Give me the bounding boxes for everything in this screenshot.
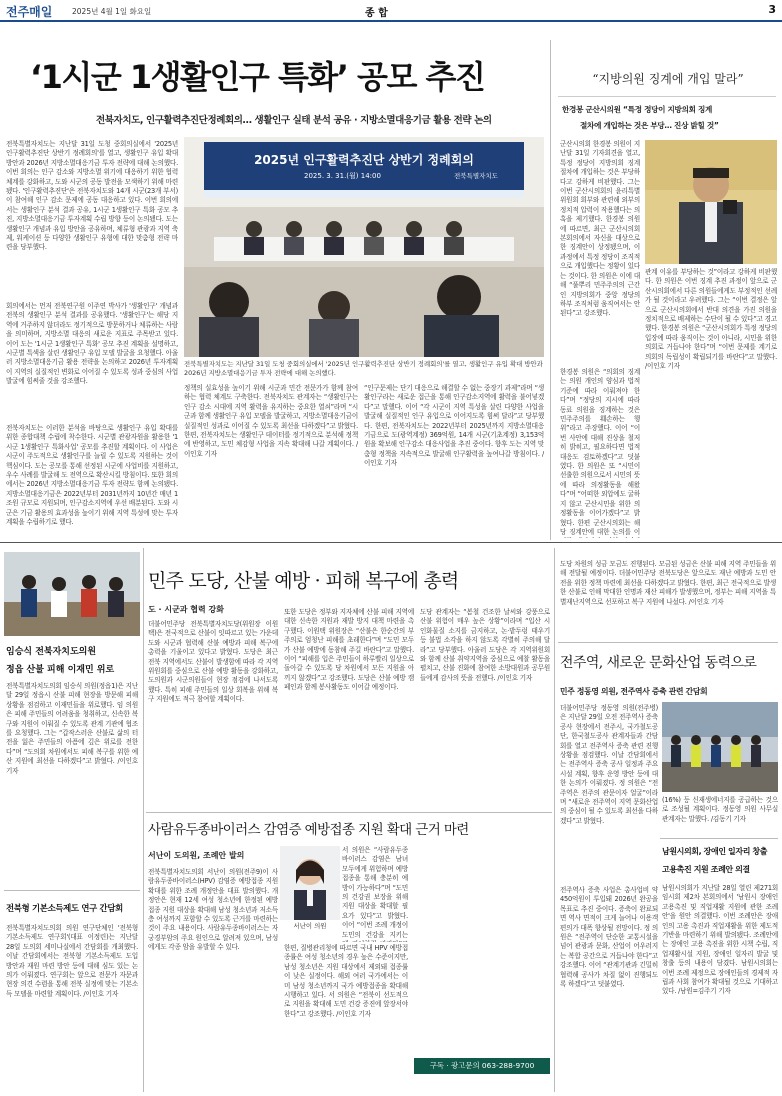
main-subhead: 전북자치도, 인구활력추진단정례회의… 생활인구 실태 분석 공유 · 지방소멸대응기금 활용 전략 논의 xyxy=(96,115,492,126)
main-article-col1: 전북특별자치도는 지난달 31일 도청 중회의실에서 '2025년 인구활력추진단 상반기 정례회의'를 열고, 생활인구 유입 확대 방안과 2026년 지방소멸대응기금 투자 전략에 대해 논의했다. 이번 회의는 인구 감소와 지방소멸 위기에 대응하기 위한 협력 체계를 강화하고, 도와 시군의 공동 발전을 모색하기 위해 마련됐다. '인구활력추진단'은 전북자치도와 14개 시군(23개 부서)이 참여해 인구 감소 문제에 공동 대응하고 있다. 이번 회의에서는 생활인구 분석 결과 공유, 1시군 1생활인구 특화 공모 추진, 지방소멸대응기금 투자계획 수립 방향 등이 논의됐다. 도는 생활인구 개념과 유입 방안을 공유하며, 체류형 관광과 지역 축제, 워케이션 등 다양한 생활인구 유형에 대한 맞춤형 전략 마련을 당부했다. xyxy=(6,140,178,252)
inspection-photo xyxy=(4,552,140,636)
section2-subhead: 도 · 시군과 협력 강화 xyxy=(148,605,225,614)
section2-col4: 도당 차원의 성금 모금도 진행된다. 모금된 성금은 산불 피해 지역 주민들을 위해 전달될 예정이다. 더불어민주당 전북도당은 앞으로도 재난 예방과 도민 안전을 위한 정책 마련에 최선을 다하겠다고 밝혔다. 한편, 최근 전국적으로 발생한 산불로 인해 막대한 인명과 재산 피해가 발생했으며, 정부는 피해 지역을 특별재난지역으로 선포하고 복구 지원에 나섰다. /이인호 기자 xyxy=(560,560,776,606)
photo-banner-title: 2025년 인구활력추진단 상반기 정례회의 xyxy=(254,153,474,167)
main-article-col5: “인구문제는 단기 대응으로 해결할 수 없는 중장기 과제”라며 “생활인구라는 새로운 접근을 통해 인구감소지역에 활력을 불어넣겠다”고 말했다. 이어 “각 시군이 지역 특성을 살린 다양한 사업을 발굴해 실질적인 인구 유입으로 이어지도록 힘써 달라”고 당부했다. 한편, 전북자치도는 2022년부터 2025년까지 지방소멸대응기금으로 도(광역계정) 369억원, 14개 시군(기초계정) 3,153억원을 확보해 인구감소 대응사업을 추진 중이다. 향후 도는 지역 맞춤형 정책을 지속적으로 발굴해 인구활력을 높여나갈 방침이다. /이인호 기자 xyxy=(364,384,544,468)
opinion-quote-title: “지방의원 징계에 개입 말라” xyxy=(592,72,744,86)
paper-name: 전주매일 xyxy=(6,5,53,19)
main-article-col2: 회의에서는 먼저 전북연구원 이주연 박사가 '생활인구' 개념과 전북의 생활인구 분석 결과를 공유했다. '생활인구'는 해당 지역에 거주하지 않더라도 정기적으로 방문하거나 체류하는 사람을 의미하며, 지방소멸 대응의 새로운 지표로 주목받고 있다. 이어 도는 '1시군 1생활인구 특화' 공모 추진 계획을 설명하고, 시군별 특색을 살린 생활인구 유입 모델 발굴을 요청했다. 아울러 지방소멸대응기금 활용 전략을 논의하고 2026년 투자계획이 지역의 실질적인 변화로 이어질 수 있도록 성과 중심의 사업 발굴에 힘써줄 것을 강조했다. xyxy=(6,302,178,386)
section4-subhead: 민주 정동영 의원, 전주역사 증축 관련 간담회 xyxy=(560,687,708,696)
section3-col2: 서 의원은 “사람유두종바이러스 감염은 남녀 모두에게 위험하며 예방접종을 통해 충분히 예방이 가능하다”며 “도민의 건강권 보장을 위해 지원 대상을 확대할 필요가 있다”고 밝혔다. 이어 “이번 조례 개정이 도민의 건강을 지키는 xyxy=(342,846,408,939)
meeting-photo xyxy=(184,137,544,357)
left-headline-1: 임승식 전북자치도의원 xyxy=(6,647,97,657)
section4-headline-2: 남원시의회, 장애인 일자리 창출 xyxy=(662,847,768,856)
page-number: 3 xyxy=(768,3,776,16)
main-photo-caption: 전북특별자치도는 지난달 31일 도청 중회의실에서 '2025년 인구활력추진단 상반기 정례회의'를 열고, 생활인구 유입 확대 방안과 2026년 지방소멸대응기금 투자 전략에 대해 논의했다. xyxy=(184,360,543,377)
main-article-col4: 정책의 실효성을 높이기 위해 시군과 민간 전문가가 함께 참여하는 협력 체계도 구축한다. 전북자치도 관계자는 “생활인구는 인구 감소 시대에 지역 활력을 유지하는 중요한 열쇠”라며 “시군과 함께 생활인구 유입 모델을 발굴하고, 지방소멸대응기금이 실질적인 성과로 이어질 수 있도록 최선을 다하겠다”고 밝혔다. 한편, 전북자치도는 생활인구 데이터를 정기적으로 분석해 정책에 반영하고, 도민 체감형 사업을 지속 확대해 나갈 계획이다. /이인호 기자 xyxy=(184,384,358,458)
subscription-contact xyxy=(414,1058,550,1074)
section2-col1: 더불어민주당 전북특별자치도당(위원장 이원택)은 전국적으로 산불이 잇따르고 있는 가운데 도와 시군과 협력해 산불 예방과 피해 복구에 총력을 기울이고 있다고 밝혔다. 도당은 최근 전북 지역에서도 산불이 발생함에 따라 각 지역위원회를 중심으로 산불 예방 활동을 강화하고, 도의원과 시군의원들이 현장 점검에 나서도록 했다. 특히 피해 주민들의 일상 회복을 위해 복구 지원에도 적극 참여할 계획이다. xyxy=(148,620,278,704)
section4-col3: (16%) 등 신재생에너지를 공급하는 것으로 조성될 계획이다. 정동영 의원 사무실 관계자는 말했다. /김동기 기자 xyxy=(662,796,778,823)
section-name: 종 합 xyxy=(365,8,388,19)
left-subhead-1: 정읍 산불 피해 이재민 위로 xyxy=(6,665,115,675)
left-body-1: 전북특별자치도의회 임승식 의원(정읍1)은 지난달 29일 정읍시 산불 피해 현장을 방문해 피해 상황을 점검하고 이재민들을 위로했다. 임 의원은 피해 주민들의 어려움을 청취하고, 신속한 복구와 지원이 이뤄질 수 있도록 관계 기관에 협조를 요청했다. 그는 “갑작스러운 산불로 삶의 터전을 잃은 주민들의 아픔에 깊은 위로를 전한다”며 “도의회 차원에서도 피해 복구를 위한 예산 지원에 최선을 다하겠다”고 밝혔다. /이인호 기자 xyxy=(6,682,138,775)
section3-col3: 한편, 질병관리청에 따르면 국내 HPV 예방접종률은 여성 청소년의 경우 높은 수준이지만, 남성 청소년은 지원 대상에서 제외돼 접종률이 낮은 실정이다. 해외 여러 국가에서는 이미 남성 청소년까지 국가 예방접종을 확대해 시행하고 있다. 서 의원은 “전북이 선도적으로 지원을 확대해 도민 건강 증진에 앞장서야 한다”고 강조했다. /이인호 기자 xyxy=(284,944,408,1018)
sidebar-headline-2: 절차에 개입하는 것은 부당… 진상 밝힐 것” xyxy=(580,121,719,130)
sidebar-top-col1: 군산시의회 한경봉 의원이 지난달 31일 기자회견을 열고, 특정 정당이 지방의회 징계 절차에 개입하는 것은 부당하다고 강하게 비판했다. 그는 이번 군산시의회의 윤리특별위원회 회부와 관련해 외부의 정치적 압력이 작용했다는 의혹을 제기했다. 한경봉 의원에 따르면, 최근 군산시의회 본회의에서 자신을 대상으로 한 징계안이 상정됐으며, 이 과정에서 특정 정당이 조직적으로 개입했다는 정황이 있다는 것이다. 한 의원은 이에 대해 “풀뿌리 민주주의의 근간인 지방의회가 중앙 정당의 하부 조직처럼 움직여서는 안 된다”고 강조했다. xyxy=(560,140,640,318)
main-headline: ‘1시군 1생활인구 특화’ 공모 추진 xyxy=(30,58,485,96)
main-article-col3: 전북자치도는 이러한 분석을 바탕으로 생활인구 유입 확대를 위한 종합대책 수립에 착수한다. 시군별 관광자원을 활용한 '1시군 1생활인구 특화사업' 공모를 추진할 계획이다. 이 사업은 시군이 주도적으로 생활인구를 늘릴 수 있도록 지원하는 것이 핵심이다. 도는 공모를 통해 선정된 시군에 사업비를 지원하고, 우수 사례를 발굴해 도 전역으로 확산시킬 방침이다. 또한 회의에서는 2026년 지방소멸대응기금 투자 전략도 함께 논의됐다. 지방소멸대응기금은 2022년부터 2031년까지 10년간 매년 1조원 규모로 지원되며, 인구감소지역에 우선 배분된다. 도와 시군은 기금 활용의 효과성을 높이기 위해 지역 특성에 맞는 투자계획을 수립하기로 했다. xyxy=(6,424,178,527)
section3-headline: 사람유두종바이러스 감염증 예방접종 지원 확대 근거 마련 xyxy=(148,822,469,838)
station-photo xyxy=(662,702,778,792)
seo-photo-caption: 서난이 의원 xyxy=(293,922,327,930)
section4-col2: 전주역사 증축 사업은 총사업비 약 450억원이 투입돼 2026년 완공을 목표로 추진 중이다. 증축이 완료되면 역사 면적이 크게 늘어나 이용객 편의가 대폭 향상될 전망이다. 정 의원은 “전주역이 단순한 교통시설을 넘어 관광과 문화, 산업이 어우러지는 복합 공간으로 거듭나야 한다”고 강조했다. 이어 “관계기관과 긴밀히 협력해 공사가 차질 없이 진행되도록 하겠다”고 덧붙였다. xyxy=(560,886,658,989)
section2-col2: 또한 도당은 정부와 지자체에 산불 피해 지역에 대한 신속한 지원과 재발 방지 대책 마련을 촉구했다. 이원택 위원장은 “산불은 한순간의 부주의로 엄청난 피해를 초래한다”며 “도민 모두가 산불 예방에 동참해 주길 바란다”고 말했다. 이어 “피해를 입은 주민들이 하루빨리 일상으로 돌아갈 수 있도록 당 차원에서 모든 지원을 아끼지 않겠다”고 강조했다. 도당은 산불 예방 캠페인과 함께 봉사활동도 이어갈 예정이다. xyxy=(284,608,414,692)
sidebar-top-col3: 관계 이유를 부당하는 것”이라고 강하게 비판했다. 한 의원은 이번 징계 추진 과정이 앞으로 군산시의회에서 다른 의원들에게도 부정적인 선례가 될 것이라고 우려했다. 그는 “이번 결정은 앞으로 군산시의회에서 반대 의견을 가진 의원을 정치적으로 배제하는 수단이 될 수 있다”고 경고했다. 한경봉 의원은 “군산시의회가 특정 정당의 입장에 따라 움직이는 것이 아니라, 시민을 위한 의회로 거듭나야 한다”며 “이번 문제를 계기로 의회의 독립성이 확립되기를 바란다”고 말했다. /이인호 기자 xyxy=(645,268,777,371)
councilor-photo xyxy=(645,140,777,264)
contact-text: 구독 · 광고문의 063-288-9700 xyxy=(429,1061,535,1070)
section4-subhead-2: 고용촉진 지원 조례안 의결 xyxy=(662,865,750,874)
left-headline-2: 전북형 기본소득제도 연구 간담회 xyxy=(6,903,123,913)
section4-col4: 남원시의회가 지난달 28일 열린 제271회 임시회 제2차 본회의에서 '남원시 장애인 고용촉진 및 직업재활 지원에 관한 조례안'을 원안 의결했다. 이번 조례안은 장애인의 고용 촉진과 직업재활을 위한 제도적 기반을 마련하기 위해 발의됐다. 조례안에는 장애인 고용 촉진을 위한 시책 수립, 직업재활시설 지원, 장애인 일자리 발굴 및 창출 등의 내용이 담겼다. 남원시의회는 이번 조례 제정으로 장애인들의 경제적 자립과 사회 참여가 확대될 것으로 기대하고 있다. /남원=김주기 기자 xyxy=(662,884,778,996)
section2-col3: 도당 관계자는 “봄철 건조한 날씨와 강풍으로 산불 위험이 매우 높은 상황”이라며 “입산 시 인화물질 소지를 금지하고, 논·밭두렁 태우기 등 불법 소각을 하지 않도록 각별히 주의해 달라”고 당부했다. 아울러 도당은 각 지역위원회와 함께 산불 취약지역을 중심으로 예찰 활동을 펼치고, 산불 진화에 참여한 소방대원과 공무원들에게 감사의 뜻을 전했다. /이인호 기자 xyxy=(420,608,550,682)
issue-date: 2025년 4월 1일 화요일 xyxy=(72,7,152,16)
photo-banner-org: 전북특별자치도 xyxy=(454,172,498,180)
left-body-2: 전북특별자치도의회 의원 연구단체인 '전북형 기본소득제도 연구회'(대표 이정린)는 지난달 28일 도의회 세미나실에서 간담회를 개최했다. 이날 간담회에서는 전북형 기본소득제도 도입 방안과 재원 마련 방안 등에 대해 심도 있는 논의가 이뤄졌다. 연구회는 앞으로 전문가 자문과 현장 의견 수렴을 통해 전북 실정에 맞는 기본소득 모델을 마련할 계획이다. /이인호 기자 xyxy=(6,924,138,998)
photo-banner-date: 2025. 3. 31.(월) 14:00 xyxy=(304,172,381,180)
sidebar-headline-1: 한경봉 군산시의원 “특정 정당이 지방의회 징계 xyxy=(562,105,713,114)
masthead xyxy=(0,0,782,22)
councilor-seo-photo xyxy=(280,846,340,920)
section4-headline: 전주역, 새로운 문화산업 동력으로 xyxy=(560,655,757,671)
section3-subhead: 서난이 도의원, 조례안 발의 xyxy=(148,851,245,860)
sidebar-top-col2: 한경봉 의원은 “의회의 징계는 의원 개인의 양심과 법적 기준에 따라 이뤄져야 한다”며 “정당의 지시에 따라 동료 의원을 징계하는 것은 민주주의를 훼손하는 행위”라고 주장했다. 이어 “이번 사안에 대해 진상을 철저히 밝히고, 필요하다면 법적 대응도 검토하겠다”고 덧붙였다. 한 의원은 또 “시민이 선출한 의원으로서 시민의 뜻에 따라 의정활동을 해왔다”며 “어떠한 외압에도 굴하지 않고 군산시민을 위한 의정활동을 이어가겠다”고 밝혔다. 한편 군산시의회는 해당 징계안에 대한 논의를 이 xyxy=(560,368,640,536)
section3-col1: 전북특별자치도의회 서난이 의원(전주9)이 사람유두종바이러스(HPV) 감염증 예방접종 지원 확대를 위한 조례 개정안을 대표 발의했다. 개정안은 현재 12세 여성 청소년에 한정된 예방접종 지원 대상을 확대해 남성 청소년과 저소득층 여성까지 포함할 수 있도록 근거를 마련하는 것이 주요 내용이다. 사람유두종바이러스는 자궁경부암의 주요 원인으로 알려져 있으며, 남성에게도 각종 암을 유발할 수 있다. xyxy=(148,868,278,952)
section4-col1: 더불어민주당 정동영 의원(전주병)은 지난달 29일 오전 전주역사 증축 공사 현장에서 전주시, 국가철도공단, 한국철도공사 관계자들과 간담회를 열고 전주역사 증축 관련 진행 상황을 점검했다. 이날 간담회에서는 전주역사 증축 공사 일정과 주요 시설 계획, 향후 운영 방안 등에 대한 논의가 이뤄졌다. 정 의원은 “전주역은 전주의 관문이자 얼굴”이라며 “새로운 전주역이 지역 문화산업의 중심이 될 수 있도록 최선을 다하겠다”고 밝혔다. xyxy=(560,704,658,825)
section2-headline: 민주 도당, 산불 예방 · 피해 복구에 총력 xyxy=(148,570,459,592)
